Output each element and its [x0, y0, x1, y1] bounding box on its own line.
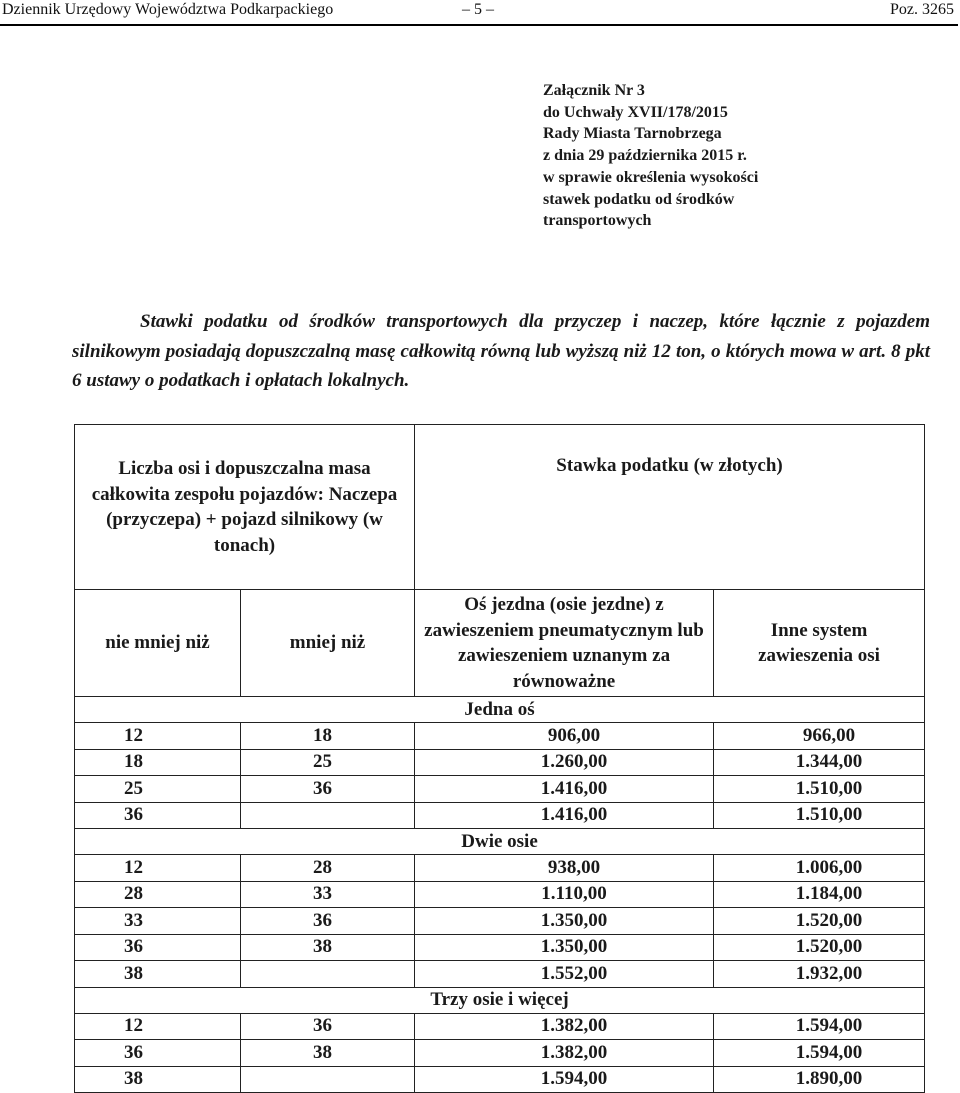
cell-rate-other: 1.520,00	[714, 934, 925, 961]
cell-rate-pneumatic: 1.382,00	[415, 1040, 714, 1067]
cell-min: 38	[75, 961, 241, 988]
table-row	[75, 1066, 925, 1093]
cell-rate-other: 1.520,00	[714, 908, 925, 935]
cell-rate-pneumatic: 1.350,00	[415, 934, 714, 961]
cell-max	[241, 802, 415, 829]
table-row	[75, 749, 925, 776]
cell-min: 12	[75, 855, 241, 882]
cell-rate-other: 1.184,00	[714, 881, 925, 908]
cell-rate-other: 1.510,00	[714, 776, 925, 803]
cell-rate-pneumatic: 938,00	[415, 855, 714, 882]
journal-title: Dziennik Urzędowy Województwa Podkarpackiego	[2, 1, 334, 18]
annex-line: stawek podatku od środków	[543, 190, 735, 208]
section-row	[75, 987, 925, 1013]
annex-line: do Uchwały XVII/178/2015	[543, 103, 728, 121]
cell-rate-other: 1.594,00	[714, 1040, 925, 1067]
cell-min: 36	[75, 1040, 241, 1067]
annex-line: Rady Miasta Tarnobrzega	[543, 125, 722, 143]
annex-line: z dnia 29 października 2015 r.	[543, 147, 747, 165]
annex-line: w sprawie określenia wysokości	[543, 168, 759, 186]
cell-max	[241, 961, 415, 988]
cell-max: 36	[241, 1013, 415, 1040]
annex-line: Załącznik Nr 3	[543, 82, 645, 99]
cell-rate-other: 1.006,00	[714, 855, 925, 882]
cell-min: 28	[75, 881, 241, 908]
cell-max: 36	[241, 908, 415, 935]
cell-rate-pneumatic: 1.382,00	[415, 1013, 714, 1040]
cell-max: 36	[241, 776, 415, 803]
cell-rate-pneumatic: 1.552,00	[415, 961, 714, 988]
table-row	[75, 1040, 925, 1067]
annex-heading	[543, 80, 863, 232]
table-row	[75, 1013, 925, 1040]
cell-rate-other: 1.594,00	[714, 1013, 925, 1040]
cell-max: 38	[241, 1040, 415, 1067]
table-header-row	[75, 425, 925, 590]
section-title: Dwie osie	[75, 829, 925, 855]
col-other-header: Inne system zawieszenia osi	[714, 590, 925, 697]
cell-rate-other: 966,00	[714, 723, 925, 750]
header-mass-cell: Liczba osi i dopuszczalna masa całkowita zespołu pojazdów: Naczepa (przyczepa) + pojazd silnikowy (w tonach)	[75, 425, 415, 590]
section-title: Trzy osie i więcej	[75, 987, 925, 1013]
section-title: Jedna oś	[75, 697, 925, 723]
col-max-header: mniej niż	[241, 590, 415, 697]
table-row	[75, 881, 925, 908]
cell-max: 18	[241, 723, 415, 750]
cell-rate-pneumatic: 1.110,00	[415, 881, 714, 908]
cell-max	[241, 1066, 415, 1093]
col-pneumatic-header: Oś jezdna (osie jezdne) z zawieszeniem pneumatycznym lub zawieszeniem uznanym za równoważne	[415, 590, 714, 697]
cell-rate-other: 1.344,00	[714, 749, 925, 776]
table-row	[75, 908, 925, 935]
tax-rates-table	[74, 424, 925, 1093]
cell-rate-other: 1.932,00	[714, 961, 925, 988]
cell-rate-pneumatic: 1.416,00	[415, 776, 714, 803]
table-row	[75, 855, 925, 882]
section-row	[75, 697, 925, 723]
cell-min: 18	[75, 749, 241, 776]
cell-rate-pneumatic: 1.260,00	[415, 749, 714, 776]
header-rate-cell: Stawka podatku (w złotych)	[415, 425, 925, 590]
cell-rate-pneumatic: 1.594,00	[415, 1066, 714, 1093]
cell-max: 33	[241, 881, 415, 908]
col-min-header: nie mniej niż	[75, 590, 241, 697]
table-row	[75, 961, 925, 988]
table-row	[75, 934, 925, 961]
cell-rate-other: 1.890,00	[714, 1066, 925, 1093]
intro-paragraph: Stawki podatku od środków transportowych dla przyczep i naczep, które łącznie z pojazdem silnikowym posiadają dopuszczalną masę całkowitą równą lub wyższą niż 12 ton, o których mowa w art. 8 pkt 6 ustawy o podatkach i opłatach lokalnych.	[72, 311, 930, 391]
cell-min: 36	[75, 934, 241, 961]
table-row	[75, 802, 925, 829]
table-row	[75, 723, 925, 750]
table-subheader-row	[75, 590, 925, 697]
position-number: Poz. 3265	[890, 1, 954, 18]
section-row	[75, 829, 925, 855]
cell-max: 28	[241, 855, 415, 882]
table-row	[75, 776, 925, 803]
cell-max: 38	[241, 934, 415, 961]
cell-min: 12	[75, 723, 241, 750]
cell-min: 12	[75, 1013, 241, 1040]
annex-line: transportowych	[543, 212, 652, 230]
cell-min: 38	[75, 1066, 241, 1093]
cell-rate-pneumatic: 1.416,00	[415, 802, 714, 829]
cell-rate-other: 1.510,00	[714, 802, 925, 829]
cell-max: 25	[241, 749, 415, 776]
cell-min: 36	[75, 802, 241, 829]
cell-rate-pneumatic: 1.350,00	[415, 908, 714, 935]
page-header	[0, 0, 958, 26]
cell-min: 33	[75, 908, 241, 935]
cell-rate-pneumatic: 906,00	[415, 723, 714, 750]
page-number: – 5 –	[462, 1, 494, 18]
cell-min: 25	[75, 776, 241, 803]
